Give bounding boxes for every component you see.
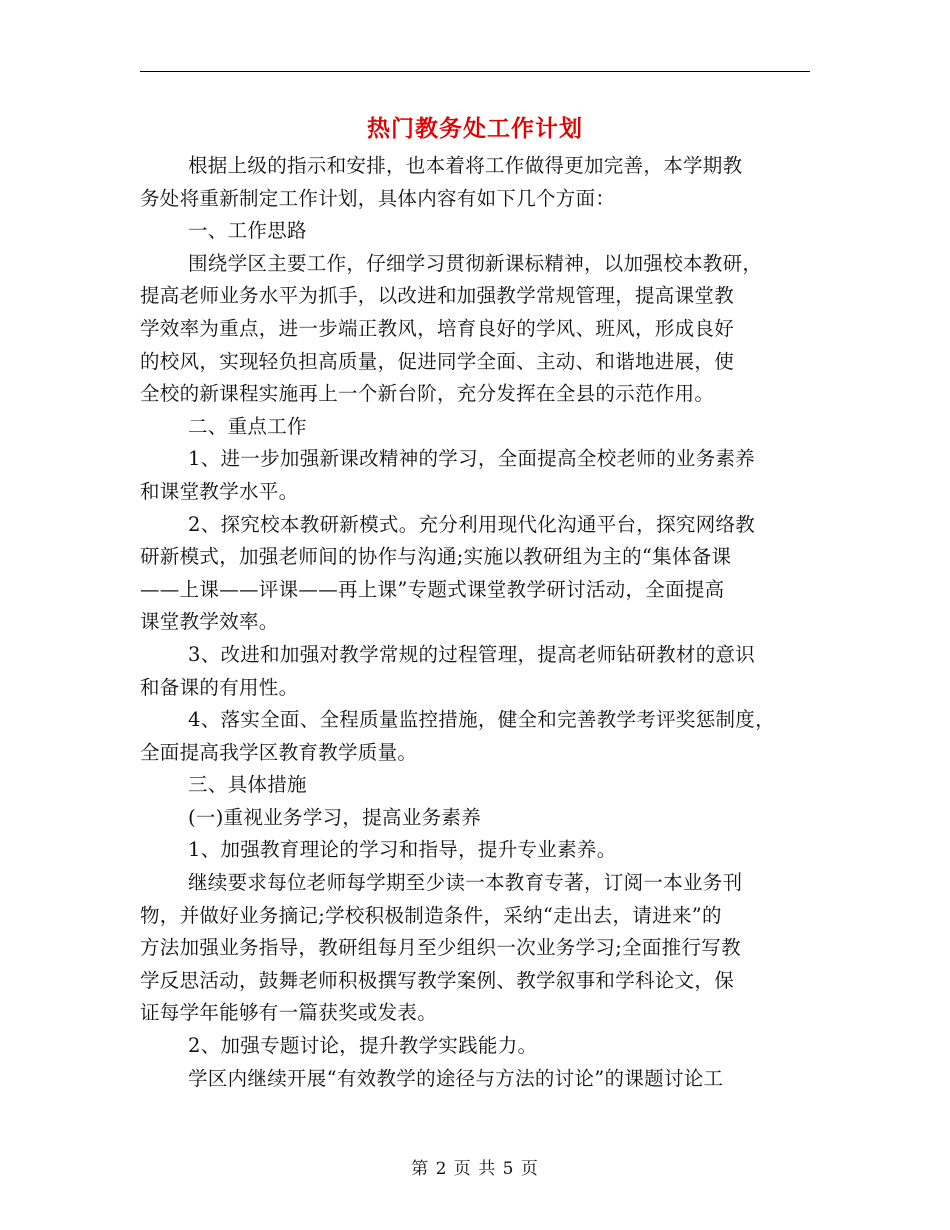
text-line: 提高老师业务水平为抓手，以改进和加强教学常规管理，提高课堂教 bbox=[140, 284, 735, 308]
text-line: 3、改进和加强对教学常规的过程管理，提高老师钻研教材的意识 bbox=[188, 642, 756, 666]
text-line: 和备课的有用性。 bbox=[140, 675, 299, 699]
page-footer: 第 2 页 共 5 页 bbox=[411, 1159, 539, 1179]
text-line: 课堂教学效率。 bbox=[140, 610, 279, 634]
text-line: 围绕学区主要工作，仔细学习贯彻新课标精神，以加强校本教研， bbox=[188, 251, 763, 275]
text-line: 务处将重新制定工作计划，具体内容有如下几个方面： bbox=[140, 186, 616, 210]
text-line: 物，并做好业务摘记;学校积极制造条件，采纳“走出去，请进来”的 bbox=[140, 903, 722, 927]
text-line: 4、落实全面、全程质量监控措施，健全和完善教学考评奖惩制度， bbox=[188, 708, 775, 732]
text-line: 全校的新课程实施再上一个新台阶，充分发挥在全县的示范作用。 bbox=[140, 382, 715, 406]
text-line: ——上课——评课——再上课”专题式课堂教学研讨活动，全面提高 bbox=[140, 577, 725, 601]
text-line: 继续要求每位老师每学期至少读一本教育专著，订阅一本业务刊 bbox=[188, 871, 743, 895]
text-line: 二、重点工作 bbox=[188, 414, 307, 438]
document-title: 热门教务处工作计划 bbox=[367, 115, 583, 142]
text-line: 一、工作思路 bbox=[188, 219, 307, 243]
text-line: 三、具体措施 bbox=[188, 773, 307, 797]
text-line: 和课堂教学水平。 bbox=[140, 479, 299, 503]
document-body bbox=[140, 150, 820, 1095]
text-line: 2、加强专题讨论，提升教学实践能力。 bbox=[188, 1034, 538, 1058]
text-line: 根据上级的指示和安排，也本着将工作做得更加完善，本学期教 bbox=[188, 154, 743, 177]
text-line: (一)重视业务学习，提高业务素养 bbox=[188, 805, 482, 829]
text-line: 全面提高我学区教育教学质量。 bbox=[140, 740, 418, 764]
text-line: 学效率为重点，进一步端正教风，培育良好的学风、班风，形成良好 bbox=[140, 316, 735, 340]
text-line: 的校风，实现轻负担高质量，促进同学全面、主动、和谐地进展，使 bbox=[140, 349, 735, 373]
text-line: 研新模式，加强老师间的协作与沟通;实施以教研组为主的“集体备课 bbox=[140, 545, 732, 569]
text-line: 2、探究校本教研新模式。充分利用现代化沟通平台，探究网络教 bbox=[188, 512, 756, 536]
text-line: 证每学年能够有一篇获奖或发表。 bbox=[140, 1001, 438, 1025]
header-rule bbox=[140, 71, 810, 72]
text-line: 学反思活动，鼓舞老师积极撰写教学案例、教学叙事和学科论文，保 bbox=[140, 968, 735, 992]
text-line: 1、进一步加强新课改精神的学习，全面提高全校老师的业务素养 bbox=[188, 447, 756, 471]
text-line: 学区内继续开展“有效教学的途径与方法的讨论”的课题讨论工 bbox=[188, 1066, 724, 1090]
text-line: 方法加强业务指导，教研组每月至少组织一次业务学习;全面推行写教 bbox=[140, 936, 741, 960]
text-line: 1、加强教育理论的学习和指导，提升专业素养。 bbox=[188, 838, 617, 862]
